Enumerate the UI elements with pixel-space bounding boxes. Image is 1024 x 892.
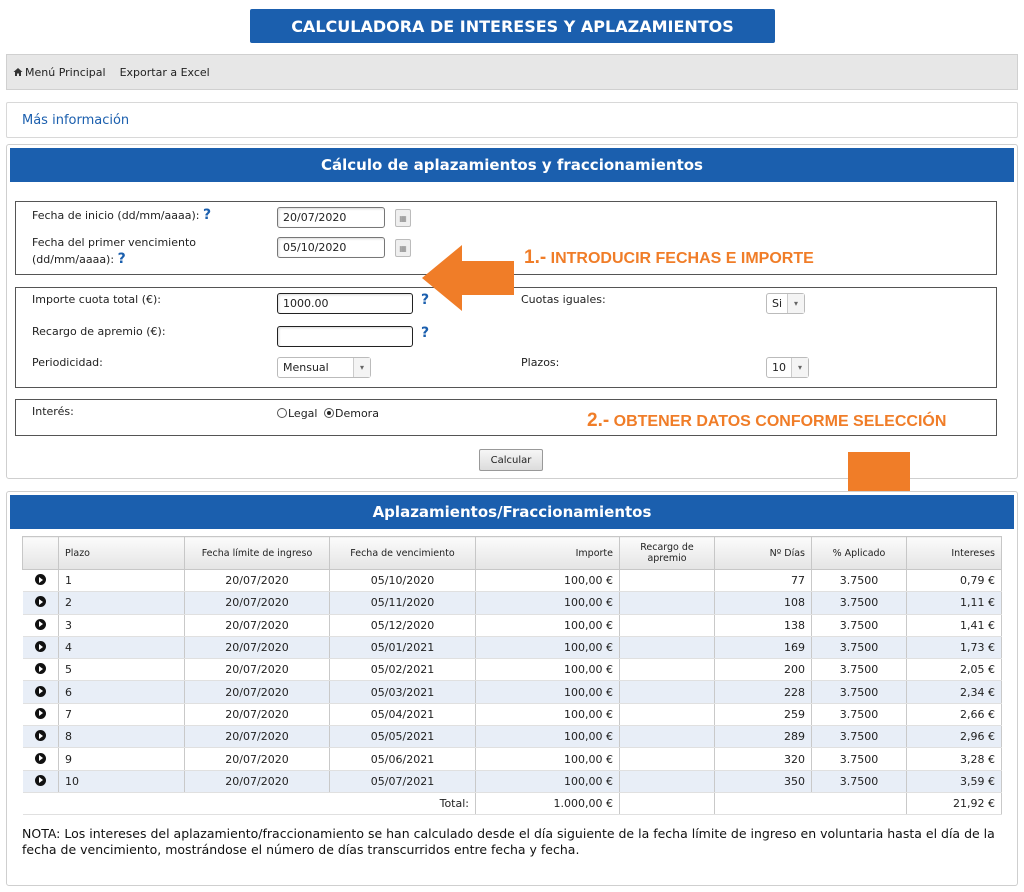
periodicidad-select[interactable]: Mensual ▾ xyxy=(277,357,371,378)
cell-aplicado: 3.7500 xyxy=(812,770,907,792)
fecha-inicio-input[interactable]: 20/07/2020 xyxy=(277,207,385,228)
chevron-down-icon: ▾ xyxy=(788,294,804,313)
cell-plazo: 9 xyxy=(59,748,185,770)
help-icon[interactable]: ? xyxy=(421,325,430,341)
cell-fecha-venc: 05/10/2020 xyxy=(330,570,476,592)
cell-dias: 289 xyxy=(715,726,812,748)
more-info-link[interactable]: Más información xyxy=(22,112,130,128)
importe-input[interactable]: 1000.00 xyxy=(277,293,413,314)
results-panel-header: Aplazamientos/Fraccionamientos xyxy=(10,495,1014,529)
cell-importe: 100,00 € xyxy=(476,726,620,748)
cell-aplicado: 3.7500 xyxy=(812,636,907,658)
cell-plazo: 5 xyxy=(59,659,185,681)
cell-fecha-limite: 20/07/2020 xyxy=(185,703,330,725)
table-row xyxy=(23,770,1002,792)
cell-plazo: 10 xyxy=(59,770,185,792)
cell-fecha-limite: 20/07/2020 xyxy=(185,570,330,592)
cell-fecha-limite: 20/07/2020 xyxy=(185,592,330,614)
cell-aplicado: 3.7500 xyxy=(812,703,907,725)
table-row xyxy=(23,726,1002,748)
cell-recargo xyxy=(620,570,715,592)
cell-intereses: 3,28 € xyxy=(907,748,1002,770)
play-icon[interactable] xyxy=(35,663,46,674)
cell-fecha-limite: 20/07/2020 xyxy=(185,659,330,681)
table-row xyxy=(23,614,1002,636)
cell-intereses: 2,34 € xyxy=(907,681,1002,703)
home-icon xyxy=(13,67,23,77)
cuotas-select[interactable]: Si ▾ xyxy=(766,293,805,314)
col-fecha-venc[interactable]: Fecha de vencimiento xyxy=(330,537,476,570)
cell-aplicado: 3.7500 xyxy=(812,726,907,748)
total-label: Total: xyxy=(59,792,476,814)
cell-intereses: 2,66 € xyxy=(907,703,1002,725)
table-row xyxy=(23,570,1002,592)
note-text: NOTA: Los intereses del aplazamiento/fraccionamiento se han calculado desde el día siguiente de la fecha límite de ingreso en voluntaria hasta el día de la fecha de vencimiento, mostrándose el número de días transcurridos entre fecha y fecha. xyxy=(22,826,995,857)
play-icon[interactable] xyxy=(35,596,46,607)
plazos-select[interactable]: 10 ▾ xyxy=(766,357,809,378)
calc-panel-header: Cálculo de aplazamientos y fraccionamientos xyxy=(10,148,1014,182)
cell-importe: 100,00 € xyxy=(476,770,620,792)
table-body xyxy=(23,570,1002,793)
total-importe: 1.000,00 € xyxy=(476,792,620,814)
plazos-label: Plazos: xyxy=(521,356,560,369)
calendar-icon[interactable]: ▦ xyxy=(395,239,411,257)
step1-annotation: 1.- INTRODUCIR FECHAS E IMPORTE xyxy=(524,247,814,268)
cell-dias: 169 xyxy=(715,636,812,658)
table-row xyxy=(23,681,1002,703)
cell-recargo xyxy=(620,592,715,614)
page-title: CALCULADORA DE INTERESES Y APLAZAMIENTOS xyxy=(250,9,775,43)
cell-recargo xyxy=(620,726,715,748)
calendar-icon[interactable]: ▦ xyxy=(395,209,411,227)
play-icon[interactable] xyxy=(35,775,46,786)
cell-recargo xyxy=(620,614,715,636)
arrow-left-icon xyxy=(422,245,514,311)
cell-fecha-venc: 05/03/2021 xyxy=(330,681,476,703)
cell-importe: 100,00 € xyxy=(476,703,620,725)
cell-importe: 100,00 € xyxy=(476,748,620,770)
cell-importe: 100,00 € xyxy=(476,681,620,703)
table-row xyxy=(23,636,1002,658)
cell-importe: 100,00 € xyxy=(476,659,620,681)
cell-recargo xyxy=(620,770,715,792)
cell-plazo: 7 xyxy=(59,703,185,725)
play-icon[interactable] xyxy=(35,753,46,764)
cell-intereses: 1,11 € xyxy=(907,592,1002,614)
chevron-down-icon: ▾ xyxy=(354,358,370,377)
cell-dias: 108 xyxy=(715,592,812,614)
total-intereses: 21,92 € xyxy=(907,792,1002,814)
importe-label: Importe cuota total (€): xyxy=(32,293,162,306)
cell-fecha-limite: 20/07/2020 xyxy=(185,681,330,703)
cell-dias: 228 xyxy=(715,681,812,703)
cell-fecha-venc: 05/06/2021 xyxy=(330,748,476,770)
cell-plazo: 8 xyxy=(59,726,185,748)
play-icon[interactable] xyxy=(35,730,46,741)
cell-fecha-venc: 05/04/2021 xyxy=(330,703,476,725)
info-bar xyxy=(6,102,1018,138)
col-importe[interactable]: Importe xyxy=(476,537,620,570)
table-row xyxy=(23,659,1002,681)
col-aplicado[interactable]: % Aplicado xyxy=(812,537,907,570)
cell-dias: 350 xyxy=(715,770,812,792)
cell-fecha-venc: 05/12/2020 xyxy=(330,614,476,636)
radio-legal[interactable]: Legal xyxy=(277,407,317,420)
play-icon[interactable] xyxy=(35,708,46,719)
recargo-label: Recargo de apremio (€): xyxy=(32,325,166,338)
cell-recargo xyxy=(620,703,715,725)
cell-recargo xyxy=(620,636,715,658)
cell-aplicado: 3.7500 xyxy=(812,592,907,614)
cell-intereses: 0,79 € xyxy=(907,570,1002,592)
menu-home-link[interactable] xyxy=(13,66,106,79)
cell-fecha-limite: 20/07/2020 xyxy=(185,748,330,770)
col-action xyxy=(23,537,59,570)
cell-fecha-limite: 20/07/2020 xyxy=(185,726,330,748)
play-icon[interactable] xyxy=(35,641,46,652)
col-recargo[interactable]: Recargo de apremio xyxy=(620,537,715,570)
cell-fecha-venc: 05/07/2021 xyxy=(330,770,476,792)
cell-aplicado: 3.7500 xyxy=(812,659,907,681)
cell-intereses: 1,41 € xyxy=(907,614,1002,636)
play-icon[interactable] xyxy=(35,619,46,630)
help-icon[interactable]: ? xyxy=(117,251,126,267)
play-icon[interactable] xyxy=(35,686,46,697)
cell-intereses: 2,05 € xyxy=(907,659,1002,681)
table-row xyxy=(23,703,1002,725)
col-dias[interactable]: Nº Días xyxy=(715,537,812,570)
cell-aplicado: 3.7500 xyxy=(812,614,907,636)
cell-aplicado: 3.7500 xyxy=(812,681,907,703)
cell-recargo xyxy=(620,681,715,703)
cuotas-label: Cuotas iguales: xyxy=(521,293,606,306)
cell-importe: 100,00 € xyxy=(476,592,620,614)
cell-intereses: 2,96 € xyxy=(907,726,1002,748)
cell-aplicado: 3.7500 xyxy=(812,570,907,592)
col-fecha-limite[interactable]: Fecha límite de ingreso xyxy=(185,537,330,570)
cell-fecha-venc: 05/11/2020 xyxy=(330,592,476,614)
table-header-row xyxy=(23,537,1002,570)
cell-plazo: 4 xyxy=(59,636,185,658)
col-intereses[interactable]: Intereses xyxy=(907,537,1002,570)
cell-plazo: 1 xyxy=(59,570,185,592)
cell-importe: 100,00 € xyxy=(476,636,620,658)
chevron-down-icon: ▾ xyxy=(792,358,808,377)
recargo-input[interactable] xyxy=(277,326,413,347)
calcular-button[interactable]: Calcular xyxy=(479,449,543,471)
cell-fecha-limite: 20/07/2020 xyxy=(185,770,330,792)
cell-plazo: 3 xyxy=(59,614,185,636)
fecha-inicio-label: Fecha de inicio (dd/mm/aaaa): ? xyxy=(32,207,212,223)
radio-demora[interactable]: Demora xyxy=(324,407,379,420)
cell-recargo xyxy=(620,659,715,681)
total-row xyxy=(23,792,1002,814)
cell-importe: 100,00 € xyxy=(476,570,620,592)
cell-aplicado: 3.7500 xyxy=(812,748,907,770)
cell-importe: 100,00 € xyxy=(476,614,620,636)
results-table xyxy=(22,536,1002,815)
cell-dias: 259 xyxy=(715,703,812,725)
cell-dias: 320 xyxy=(715,748,812,770)
help-icon[interactable]: ? xyxy=(421,292,430,308)
interes-options xyxy=(277,405,379,422)
cell-recargo xyxy=(620,748,715,770)
cell-dias: 200 xyxy=(715,659,812,681)
cell-dias: 77 xyxy=(715,570,812,592)
fecha-venc-input[interactable]: 05/10/2020 xyxy=(277,237,385,258)
fecha-venc-label: Fecha del primer vencimiento (dd/mm/aaaa): ? xyxy=(32,236,197,267)
cell-plazo: 2 xyxy=(59,592,185,614)
menu-home-label: Menú Principal xyxy=(25,65,106,79)
table-row xyxy=(23,748,1002,770)
col-plazo[interactable]: Plazo xyxy=(59,537,185,570)
interes-label: Interés: xyxy=(32,405,74,418)
cell-intereses: 3,59 € xyxy=(907,770,1002,792)
menu-bar xyxy=(6,54,1018,90)
cell-fecha-venc: 05/05/2021 xyxy=(330,726,476,748)
cell-fecha-venc: 05/02/2021 xyxy=(330,659,476,681)
cell-fecha-limite: 20/07/2020 xyxy=(185,636,330,658)
cell-intereses: 1,73 € xyxy=(907,636,1002,658)
table-row xyxy=(23,592,1002,614)
periodicidad-label: Periodicidad: xyxy=(32,356,103,369)
play-icon[interactable] xyxy=(35,574,46,585)
cell-fecha-venc: 05/01/2021 xyxy=(330,636,476,658)
cell-plazo: 6 xyxy=(59,681,185,703)
step2-annotation: 2.- OBTENER DATOS CONFORME SELECCIÓN xyxy=(587,410,947,431)
menu-export-link[interactable]: Exportar a Excel xyxy=(119,65,210,79)
cell-fecha-limite: 20/07/2020 xyxy=(185,614,330,636)
help-icon[interactable]: ? xyxy=(202,207,212,223)
cell-dias: 138 xyxy=(715,614,812,636)
